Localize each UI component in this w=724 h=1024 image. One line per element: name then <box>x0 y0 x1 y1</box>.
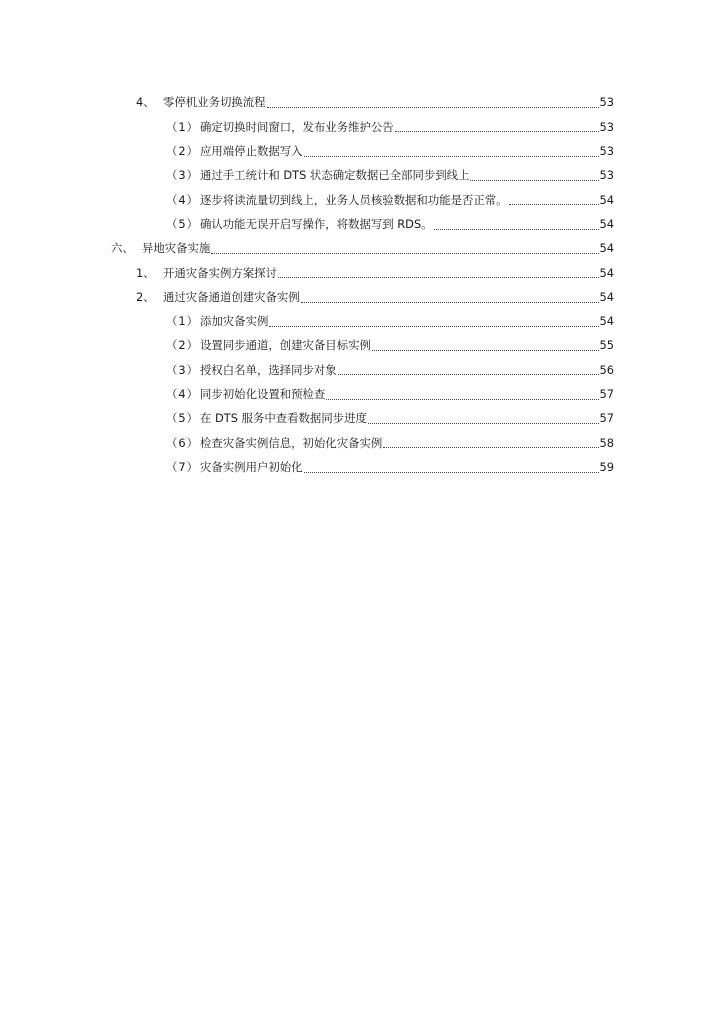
toc-entry-title: 应用端停止数据写入 <box>200 144 303 159</box>
toc-entry-title: 通过灾备通道创建灾备实例 <box>163 289 300 304</box>
dot-leader <box>338 373 599 375</box>
toc-entry-page: 54 <box>599 241 614 256</box>
dot-leader <box>301 301 599 303</box>
toc-entry[interactable] <box>0 383 614 407</box>
toc-entry-number: （1） <box>166 119 200 134</box>
table-of-contents <box>0 91 724 480</box>
toc-entry[interactable] <box>0 188 614 212</box>
toc-entry[interactable] <box>0 285 614 309</box>
toc-entry-title: 确认功能无误开启写操作，将数据写到 RDS。 <box>200 216 433 231</box>
dot-leader <box>434 228 599 230</box>
toc-entry[interactable] <box>0 431 614 455</box>
toc-entry-number: （6） <box>166 435 200 450</box>
toc-entry[interactable] <box>0 407 614 431</box>
toc-entry-number: 1、 <box>136 265 155 280</box>
toc-entry-title: 添加灾备实例 <box>200 314 269 329</box>
dot-leader <box>269 325 598 327</box>
dot-leader <box>395 130 599 132</box>
toc-entry-title: 在 DTS 服务中查看数据同步进度 <box>200 411 367 426</box>
toc-entry-number: （5） <box>166 411 200 426</box>
toc-entry-number: （4） <box>166 387 200 401</box>
toc-entry[interactable] <box>0 261 614 285</box>
toc-entry-number: （7） <box>166 459 200 474</box>
toc-entry-number: （5） <box>166 216 200 231</box>
toc-entry-title: 灾备实例用户初始化 <box>200 459 303 474</box>
toc-entry[interactable] <box>0 237 614 261</box>
toc-entry-number: 4、 <box>136 95 155 110</box>
dot-leader <box>267 106 599 108</box>
dot-leader <box>372 349 599 351</box>
toc-entry-page: 58 <box>599 435 614 450</box>
toc-entry-title: 逐步将读流量切到线上，业务人员核验数据和功能是否正常。 <box>200 192 508 207</box>
toc-entry-page: 54 <box>599 265 614 280</box>
toc-entry-page: 53 <box>599 119 614 134</box>
toc-entry-title: 授权白名单，选择同步对象 <box>200 362 337 377</box>
toc-entry[interactable] <box>0 115 614 139</box>
toc-entry[interactable] <box>0 455 614 479</box>
toc-entry[interactable] <box>0 164 614 188</box>
dot-leader <box>470 179 598 181</box>
toc-entry-number: （2） <box>166 144 200 159</box>
toc-entry-number: 2、 <box>136 289 155 304</box>
toc-entry-number: （1） <box>166 314 200 329</box>
toc-entry[interactable] <box>0 310 614 334</box>
toc-entry-page: 57 <box>599 387 614 401</box>
toc-entry-page: 55 <box>599 338 614 353</box>
dot-leader <box>368 422 599 424</box>
dot-leader <box>304 155 599 157</box>
toc-entry[interactable] <box>0 334 614 358</box>
toc-entry-page: 53 <box>599 168 614 183</box>
toc-entry-number: （4） <box>166 192 200 207</box>
toc-entry-title: 检查灾备实例信息，初始化灾备实例 <box>200 435 383 450</box>
toc-entry-page: 54 <box>599 216 614 231</box>
dot-leader <box>509 203 599 205</box>
toc-entry-title: 零停机业务切换流程 <box>163 95 266 110</box>
toc-entry-title: 异地灾备实施 <box>142 241 211 256</box>
toc-entry-number: 六、 <box>111 241 134 256</box>
dot-leader <box>304 471 599 473</box>
toc-entry-page: 53 <box>599 144 614 159</box>
toc-entry-title: 同步初始化设置和预检查 <box>200 387 326 401</box>
toc-entry[interactable] <box>0 91 614 115</box>
toc-entry-title: 设置同步通道，创建灾备目标实例 <box>200 338 371 353</box>
toc-entry-page: 54 <box>599 192 614 207</box>
dot-leader <box>326 398 598 400</box>
toc-entry[interactable] <box>0 212 614 236</box>
dot-leader <box>383 446 598 448</box>
toc-entry-number: （3） <box>166 362 200 377</box>
toc-entry-page: 59 <box>599 459 614 474</box>
toc-entry[interactable] <box>0 140 614 164</box>
dot-leader <box>211 252 598 254</box>
toc-entry[interactable] <box>0 358 614 382</box>
dot-leader <box>278 276 599 278</box>
toc-entry-page: 57 <box>599 411 614 426</box>
toc-entry-number: （3） <box>166 168 200 183</box>
toc-entry-page: 53 <box>599 95 614 110</box>
toc-entry-title: 确定切换时间窗口，发布业务维护公告 <box>200 119 394 134</box>
toc-entry-page: 56 <box>599 362 614 377</box>
toc-entry-title: 开通灾备实例方案探讨 <box>163 265 277 280</box>
toc-entry-page: 54 <box>599 289 614 304</box>
toc-entry-title: 通过手工统计和 DTS 状态确定数据已全部同步到线上 <box>200 168 470 183</box>
toc-entry-page: 54 <box>599 314 614 329</box>
toc-entry-number: （2） <box>166 338 200 353</box>
